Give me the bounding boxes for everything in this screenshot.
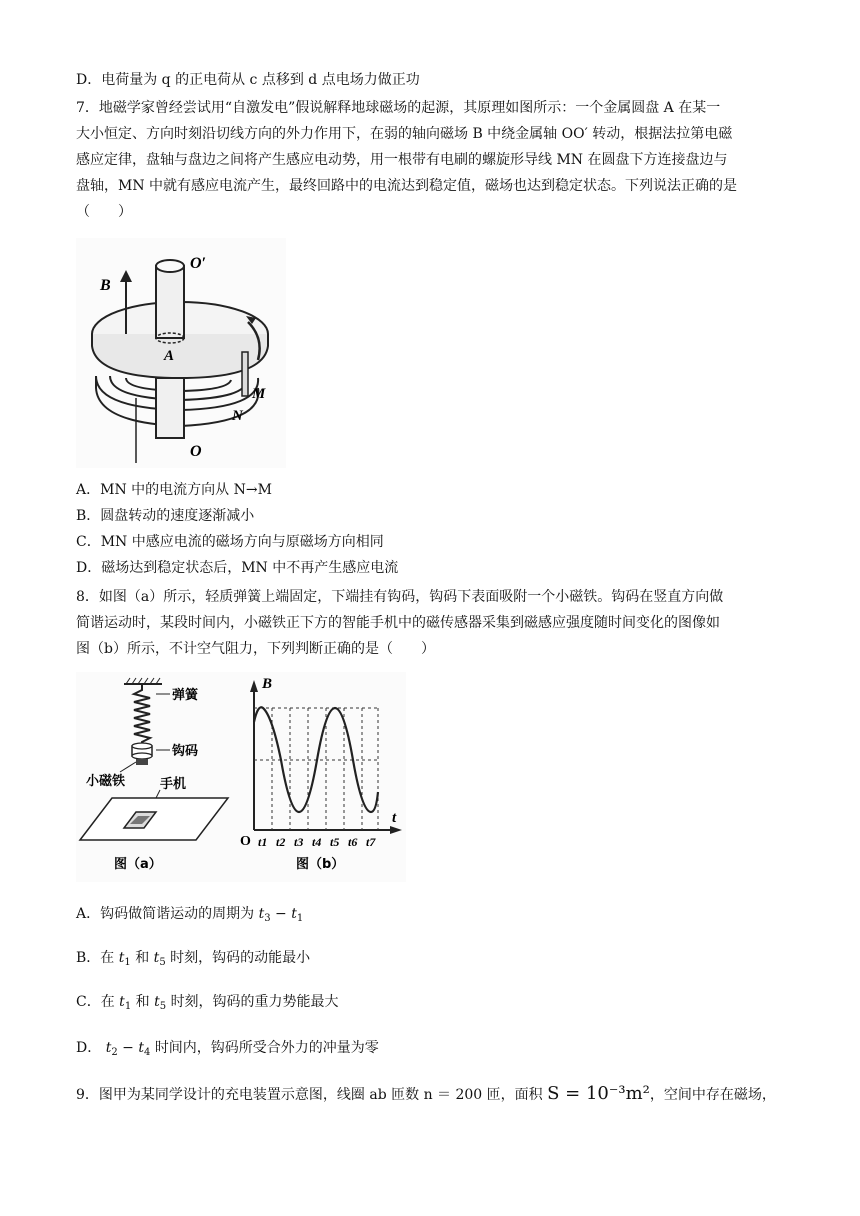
- q7-option-c: C．MN 中感应电流的磁场方向与原磁场方向相同: [76, 534, 384, 550]
- q8-option-b: B．在 $t_1$ 和 $t_5$ 时刻，钩码的动能最小: [76, 950, 311, 968]
- q7-stem-line3: 感应定律，盘轴与盘边之间将产生感应电动势，用一根带有电刷的螺旋形导线 MN 在圆盘下方连接盘边与: [76, 152, 728, 168]
- q9-stem-prefix: 9．图甲为某同学设计的充电装置示意图，线圈 ab 匝数 n ＝ 200 匝，面积: [76, 1087, 543, 1103]
- q8a-label-phone: 手机: [160, 777, 187, 792]
- q8b-tick-t3: t3: [294, 835, 304, 849]
- q8b-tick-t6: t6: [348, 835, 358, 849]
- q8-stem-line2: 简谐运动时，某段时间内，小磁铁正下方的智能手机中的磁传感器采集到磁感应强度随时间变化的图像如: [76, 615, 720, 631]
- q8b-x-axis-label: t: [392, 810, 397, 826]
- q8-option-d-suffix: 时间内，钩码所受合外力的冲量为零: [154, 1040, 379, 1056]
- q8-option-a-text: A．钩码做简谐运动的周期为: [76, 906, 255, 922]
- q8-option-a: A．钩码做简谐运动的周期为 $t_3 - t_1$: [76, 906, 304, 924]
- q8b-tick-t4: t4: [312, 835, 322, 849]
- q8-stem: [76, 584, 788, 662]
- q8-option-b-prefix: B．在: [76, 950, 115, 966]
- q8-option-c-suffix: 时刻，钩码的重力势能最大: [170, 994, 339, 1010]
- q7-option-b: B．圆盘转动的速度逐渐减小: [76, 508, 255, 524]
- q8b-tick-t1: t1: [258, 835, 268, 849]
- q7-option-a: A．MN 中的电流方向从 N→M: [76, 482, 272, 498]
- q8-option-c-mid: 和: [135, 994, 150, 1010]
- q8-option-c-prefix: C．在: [76, 994, 115, 1010]
- q7-label-n: N: [232, 408, 243, 424]
- q7-stem: [76, 95, 788, 225]
- q7-label-b: B: [100, 277, 111, 294]
- q7-option-d: D．磁场达到稳定状态后，MN 中不再产生感应电流: [76, 560, 399, 576]
- q8-option-d-prefix: D．: [76, 1040, 102, 1056]
- q8b-tick-t2: t2: [276, 835, 286, 849]
- q7-label-o-prime: O′: [190, 255, 207, 272]
- q8b-tick-t5: t5: [330, 835, 340, 849]
- q7-label-o: O: [190, 443, 202, 460]
- q8a-label-weight: 钩码: [172, 744, 199, 759]
- q8b-caption: 图（b）: [296, 857, 345, 872]
- q9-stem: [76, 1084, 776, 1105]
- q9-area-formula: S = 10⁻³m²: [547, 1083, 650, 1104]
- q8-figure-b: [236, 672, 406, 882]
- q7-stem-line2: 大小恒定、方向时刻沿切线方向的外力作用下，在弱的轴向磁场 B 中绕金属轴 OO′ 转动，根据法拉第电磁: [76, 126, 733, 142]
- q8-option-d: D． $t_2 - t_4$ 时间内，钩码所受合外力的冲量为零: [76, 1040, 379, 1058]
- q7-dynamo-figure: [76, 238, 286, 468]
- q8-figure-a: [76, 672, 236, 882]
- q8-option-c: C．在 $t_1$ 和 $t_5$ 时刻，钩码的重力势能最大: [76, 994, 339, 1012]
- q7-stem-line1: 7．地磁学家曾经尝试用“自激发电”假说解释地球磁场的起源，其原理如图所示：一个金属圆盘 A 在某一: [76, 100, 721, 116]
- q8a-label-spring: 弹簧: [172, 688, 199, 703]
- q6-option-d: D．电荷量为 q 的正电荷从 c 点移到 d 点电场力做正功: [76, 72, 420, 88]
- q9-stem-suffix: ，空间中存在磁场，: [649, 1087, 776, 1103]
- q7-stem-line5: （ ）: [76, 204, 132, 220]
- q7-label-a: A: [164, 348, 175, 364]
- q8-stem-line3: 图（b）所示，不计空气阻力，下列判断正确的是（ ）: [76, 641, 435, 657]
- q7-label-m: M: [252, 386, 266, 402]
- q8a-caption: 图（a）: [114, 857, 162, 872]
- q8a-label-magnet: 小磁铁: [86, 774, 126, 789]
- q8b-y-axis-label: B: [262, 676, 273, 692]
- q8-option-b-mid: 和: [135, 950, 150, 966]
- q7-stem-line4: 盘轴，MN 中就有感应电流产生，最终回路中的电流达到稳定值，磁场也达到稳定状态。下列说法正确的是: [76, 178, 738, 194]
- q8-option-b-suffix: 时刻，钩码的动能最小: [170, 950, 311, 966]
- q8b-tick-t7: t7: [366, 835, 376, 849]
- q8-stem-line1: 8．如图（a）所示，轻质弹簧上端固定，下端挂有钩码，钩码下表面吸附一个小磁铁。钩码在竖直方向做: [76, 589, 724, 605]
- q8b-origin: O: [240, 834, 251, 849]
